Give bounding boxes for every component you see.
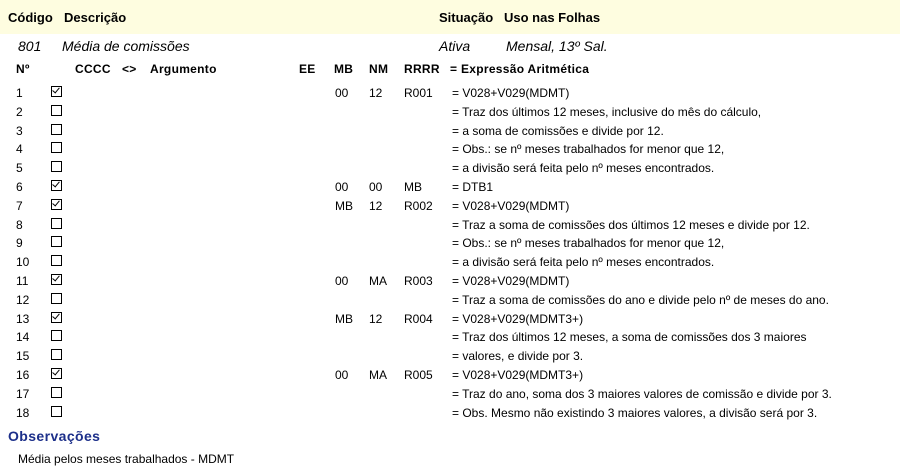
row-checkbox[interactable] <box>51 255 62 266</box>
row-number: 14 <box>16 330 30 345</box>
record-status: Ativa <box>439 38 471 54</box>
row-expression: = Obs.: se nº meses trabalhados for menor que 12, <box>452 142 725 157</box>
row-number: 1 <box>16 86 23 100</box>
row-checkbox[interactable] <box>51 387 62 398</box>
row-nm: 12 <box>369 86 383 100</box>
row-rrrr: R005 <box>404 367 433 382</box>
row-rrrr: MB <box>404 179 422 194</box>
observations-text: Média pelos meses trabalhados - MDMT <box>18 452 235 466</box>
row-checkbox[interactable] <box>51 86 62 97</box>
col-cccc: CCCC <box>75 62 111 76</box>
row-number: 8 <box>16 217 23 232</box>
row-expression: = a divisão será feita pelo nº meses encontrados. <box>452 255 715 270</box>
table-row <box>0 178 900 197</box>
table-row <box>0 253 900 272</box>
col-argumento: Argumento <box>150 62 217 76</box>
row-rrrr: R001 <box>404 86 433 100</box>
row-checkbox[interactable] <box>51 142 62 153</box>
row-checkbox[interactable] <box>51 180 62 191</box>
row-expression: = Traz do ano, soma dos 3 maiores valores de comissão e divide por 3. <box>452 386 832 401</box>
row-number: 10 <box>16 255 30 270</box>
row-number: 18 <box>16 405 30 420</box>
row-number: 6 <box>16 179 23 194</box>
col-ee: EE <box>299 62 316 76</box>
row-checkbox[interactable] <box>51 199 62 210</box>
header-bar <box>0 0 900 34</box>
row-nm: 00 <box>369 179 383 194</box>
col-rrrr: RRRR <box>404 62 440 76</box>
table-row <box>0 291 900 310</box>
row-checkbox[interactable] <box>51 312 62 323</box>
row-expression: = DTB1 <box>452 179 494 194</box>
row-mb: 00 <box>335 86 349 100</box>
row-expression: = Traz a soma de comissões dos últimos 12 meses e divide por 12. <box>452 217 810 232</box>
row-checkbox[interactable] <box>51 218 62 229</box>
table-row <box>0 216 900 235</box>
record-description: Média de comissões <box>62 38 190 54</box>
col-n: Nº <box>16 62 30 76</box>
row-number: 9 <box>16 236 23 251</box>
row-expression: = Traz a soma de comissões do ano e divide pelo nº de meses do ano. <box>452 292 829 307</box>
row-nm: MA <box>369 273 387 288</box>
row-nm: 12 <box>369 198 383 213</box>
row-mb: MB <box>335 198 353 213</box>
row-expression: = Obs.: se nº meses trabalhados for menor que 12, <box>452 236 725 251</box>
row-expression: = V028+V029(MDMT) <box>452 198 570 213</box>
row-nm: 12 <box>369 311 383 326</box>
row-number: 17 <box>16 386 30 401</box>
table-row <box>0 366 900 385</box>
row-expression: = Traz dos últimos 12 meses, inclusive do mês do cálculo, <box>452 104 762 119</box>
row-checkbox[interactable] <box>51 274 62 285</box>
table-row <box>0 234 900 253</box>
table-row <box>0 197 900 216</box>
row-mb: 00 <box>335 367 349 382</box>
row-mb: 00 <box>335 273 349 288</box>
row-checkbox[interactable] <box>51 293 62 304</box>
table-row <box>0 84 900 103</box>
row-number: 3 <box>16 123 23 138</box>
observations-title: Observações <box>8 428 101 444</box>
col-arrow: <> <box>122 62 137 76</box>
table-row <box>0 272 900 291</box>
row-expression: = a soma de comissões e divide por 12. <box>452 123 664 138</box>
row-nm: MA <box>369 367 387 382</box>
col-mb: MB <box>334 62 354 76</box>
col-expression: = Expressão Aritmética <box>450 62 590 76</box>
table-row <box>0 328 900 347</box>
row-checkbox[interactable] <box>51 236 62 247</box>
header-uso: Uso nas Folhas <box>504 10 601 25</box>
row-checkbox[interactable] <box>51 330 62 341</box>
table-row <box>0 103 900 122</box>
row-checkbox[interactable] <box>51 124 62 135</box>
row-checkbox[interactable] <box>51 349 62 360</box>
row-expression: = Obs. Mesmo não existindo 3 maiores valores, a divisão será por 3. <box>452 405 818 420</box>
row-mb: MB <box>335 311 353 326</box>
row-number: 11 <box>16 273 29 288</box>
header-codigo: Código <box>8 10 53 25</box>
row-number: 16 <box>16 367 30 382</box>
table-row <box>0 347 900 366</box>
row-number: 13 <box>16 311 30 326</box>
row-number: 4 <box>16 142 23 157</box>
row-expression: = V028+V029(MDMT3+) <box>452 311 584 326</box>
header-descricao: Descrição <box>64 10 127 25</box>
row-number: 12 <box>16 292 30 307</box>
table-row <box>0 404 900 423</box>
row-number: 2 <box>16 104 23 119</box>
record-usage: Mensal, 13º Sal. <box>506 38 608 54</box>
row-checkbox[interactable] <box>51 406 62 417</box>
col-nm: NM <box>369 62 389 76</box>
table-row <box>0 310 900 329</box>
row-rrrr: R003 <box>404 273 433 288</box>
row-expression: = V028+V029(MDMT) <box>452 86 570 100</box>
header-situacao: Situação <box>439 10 494 25</box>
table-row <box>0 122 900 141</box>
row-expression: = Traz dos últimos 12 meses, a soma de comissões dos 3 maiores <box>452 330 807 345</box>
row-number: 5 <box>16 161 23 176</box>
row-checkbox[interactable] <box>51 368 62 379</box>
row-expression: = V028+V029(MDMT3+) <box>452 367 584 382</box>
row-checkbox[interactable] <box>51 105 62 116</box>
row-rrrr: R002 <box>404 198 433 213</box>
row-number: 7 <box>16 198 23 213</box>
row-number: 15 <box>16 349 30 364</box>
row-expression: = V028+V029(MDMT) <box>452 273 570 288</box>
row-expression: = valores, e divide por 3. <box>452 349 584 364</box>
row-mb: 00 <box>335 179 349 194</box>
table-row <box>0 140 900 159</box>
table-row <box>0 159 900 178</box>
record-code: 801 <box>18 38 42 54</box>
table-row <box>0 385 900 404</box>
row-rrrr: R004 <box>404 311 433 326</box>
row-expression: = a divisão será feita pelo nº meses encontrados. <box>452 161 715 176</box>
row-checkbox[interactable] <box>51 161 62 172</box>
formula-table <box>0 84 900 422</box>
